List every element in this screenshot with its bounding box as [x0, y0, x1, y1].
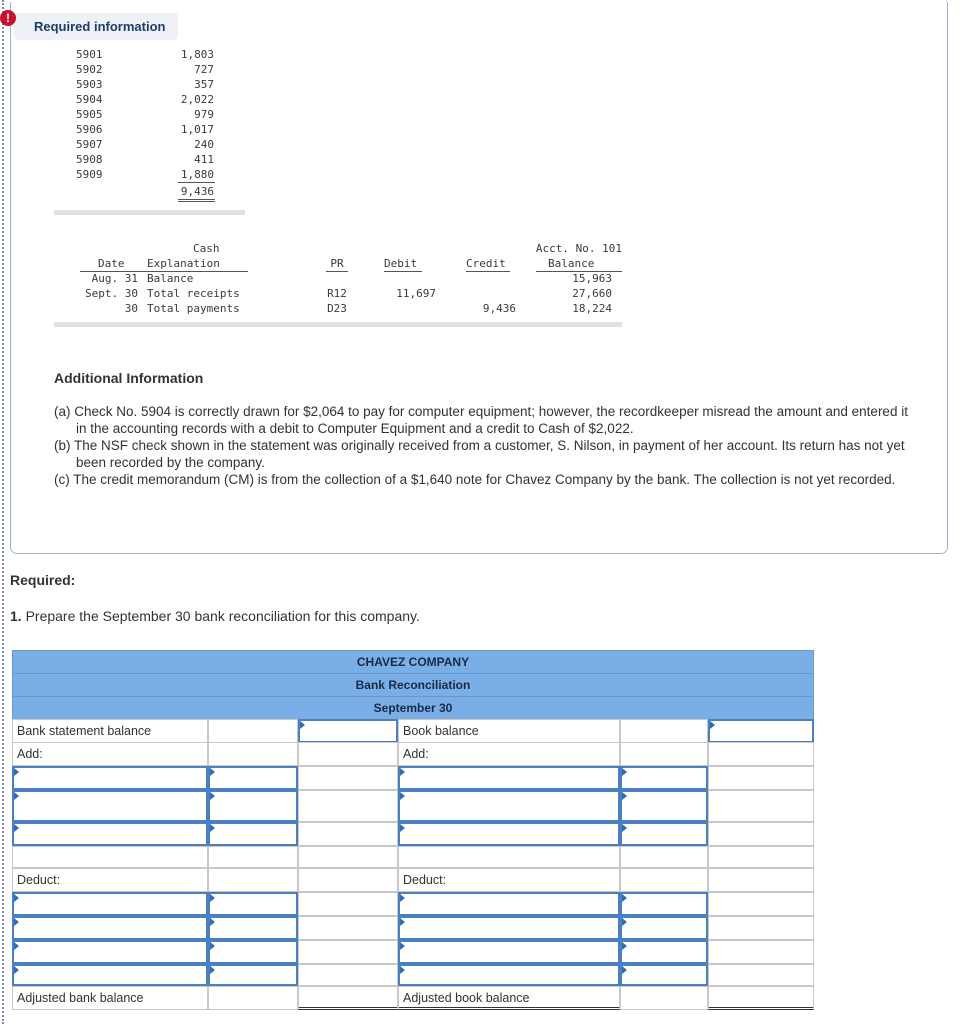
entry-input[interactable]	[208, 766, 298, 790]
entry-input[interactable]	[620, 940, 708, 964]
entry-input[interactable]	[208, 916, 298, 940]
ledger-date: 30	[124, 302, 138, 315]
bank-balance-label: Bank statement balance	[12, 719, 208, 743]
entry-input[interactable]	[620, 964, 708, 986]
book-balance-label: Book balance	[398, 719, 620, 743]
blank-cell	[708, 868, 814, 892]
check-number: 5901	[76, 48, 103, 61]
entry-input[interactable]	[208, 940, 298, 964]
check-amount: 240	[194, 138, 214, 151]
entry-input[interactable]	[298, 719, 398, 743]
blank-cell	[298, 846, 398, 868]
entry-input[interactable]	[12, 822, 208, 846]
blank-cell	[208, 719, 298, 743]
required-information-tab[interactable]	[14, 13, 178, 40]
blank-cell	[620, 719, 708, 743]
entry-input[interactable]	[12, 940, 208, 964]
entry-input[interactable]	[208, 892, 298, 916]
blank-cell	[298, 892, 398, 916]
info-item-a: (a) Check No. 5904 is correctly drawn for $2,064 to pay for computer equipment; however, the recordkeeper misread the amount and entered it in the accounting records with a debit to Computer Equipment and a credit to Cash of $2,022.	[54, 404, 908, 436]
blank-cell	[708, 766, 814, 790]
ledger-balance: 18,224	[572, 302, 612, 315]
entry-input[interactable]	[620, 916, 708, 940]
col-credit: Credit	[466, 257, 506, 270]
check-number: 5902	[76, 63, 103, 76]
check-amount: 1,803	[180, 48, 214, 61]
blank-cell	[708, 916, 814, 940]
check-number: 5907	[76, 138, 103, 151]
blank-cell	[298, 790, 398, 822]
recon-title: Bank Reconciliation	[12, 673, 814, 697]
ledger-acct: Acct. No. 101	[535, 242, 622, 255]
entry-input[interactable]	[12, 790, 208, 822]
item-number: 1.	[10, 608, 22, 624]
check-amount: 1,017	[180, 123, 214, 136]
ledger-date: Sept. 30	[85, 287, 138, 300]
ledger-balance: 27,660	[572, 287, 612, 300]
table-bottom-bar	[54, 210, 245, 215]
entry-input[interactable]	[12, 766, 208, 790]
check-number: 5903	[76, 78, 103, 91]
company-name: CHAVEZ COMPANY	[12, 650, 814, 674]
entry-input[interactable]	[398, 822, 620, 846]
blank-cell	[298, 822, 398, 846]
blank-cell	[208, 868, 298, 892]
entry-input[interactable]	[208, 790, 298, 822]
entry-input[interactable]	[398, 916, 620, 940]
blank-cell	[12, 846, 208, 868]
blank-cell	[708, 742, 814, 766]
entry-input[interactable]	[12, 964, 208, 986]
entry-input[interactable]	[620, 822, 708, 846]
add-label: Add:	[12, 742, 208, 766]
entry-input[interactable]	[208, 964, 298, 986]
entry-input[interactable]	[12, 916, 208, 940]
ledger-credit: 9,436	[482, 302, 516, 315]
blank-cell	[708, 790, 814, 822]
info-item-c: (c) The credit memorandum (CM) is from the collection of a $1,640 note for Chavez Company by the bank. The collection is not yet recorded.	[54, 472, 896, 487]
additional-info-list	[54, 403, 914, 488]
check-amount: 979	[194, 108, 214, 121]
blank-cell	[620, 986, 708, 1010]
entry-input[interactable]	[620, 892, 708, 916]
check-amount: 727	[194, 63, 214, 76]
double-rule	[178, 199, 215, 200]
check-amount: 357	[194, 78, 214, 91]
col-date: Date	[98, 257, 125, 270]
page-edge	[2, 0, 4, 1024]
total-rule	[178, 182, 215, 183]
header-rule	[384, 271, 422, 272]
blank-cell	[708, 846, 814, 868]
blank-cell	[208, 742, 298, 766]
blank-cell	[620, 846, 708, 868]
blank-cell	[708, 940, 814, 964]
entry-input[interactable]	[12, 892, 208, 916]
blank-cell	[620, 742, 708, 766]
blank-cell	[298, 964, 398, 986]
col-explanation: Explanation	[147, 257, 220, 270]
ledger-date: Aug. 31	[91, 272, 138, 285]
entry-input[interactable]	[398, 790, 620, 822]
alert-icon: !	[0, 10, 16, 26]
blank-cell	[708, 964, 814, 986]
entry-input[interactable]	[620, 790, 708, 822]
deduct-label: Deduct:	[12, 868, 208, 892]
adj-book-label: Adjusted book balance	[398, 986, 620, 1010]
entry-input[interactable]	[208, 822, 298, 846]
header-rule	[466, 271, 510, 272]
check-number: 5908	[76, 153, 103, 166]
item-text: Prepare the September 30 bank reconciliation for this company.	[21, 608, 420, 624]
ledger-bottom-bar	[54, 322, 622, 327]
recon-date: September 30	[12, 696, 814, 720]
ledger-title: Cash	[193, 242, 220, 255]
blank-cell	[708, 986, 814, 1010]
required-title: Required:	[10, 572, 76, 588]
required-information-label: Required information	[34, 19, 166, 34]
blank-cell	[708, 892, 814, 916]
entry-input[interactable]	[398, 892, 620, 916]
blank-cell	[298, 742, 398, 766]
check-amount: 2,022	[180, 93, 214, 106]
check-amount: 411	[194, 153, 214, 166]
blank-cell	[398, 846, 620, 868]
blank-cell	[298, 868, 398, 892]
checks-total: 9,436	[180, 185, 214, 198]
blank-cell	[208, 986, 298, 1010]
additional-info-title: Additional Information	[54, 370, 204, 386]
col-pr: PR	[330, 257, 344, 270]
add-label: Add:	[398, 742, 620, 766]
blank-cell	[620, 868, 708, 892]
required-item-1	[10, 608, 420, 624]
blank-cell	[298, 940, 398, 964]
blank-cell	[708, 822, 814, 846]
entry-input[interactable]	[620, 766, 708, 790]
entry-input[interactable]	[398, 964, 620, 986]
info-item-b: (b) The NSF check shown in the statement was originally received from a customer, S. Nilson, in payment of her account. Its return has not yet been recorded by the company.	[54, 438, 905, 470]
blank-cell	[298, 986, 398, 1010]
col-debit: Debit	[384, 257, 418, 270]
deduct-label: Deduct:	[398, 868, 620, 892]
ledger-balance: 15,963	[572, 272, 612, 285]
double-rule	[178, 201, 215, 202]
ledger-explanation: Balance	[147, 272, 194, 285]
blank-cell	[298, 916, 398, 940]
ledger-explanation: Total receipts	[147, 287, 240, 300]
blank-cell	[298, 766, 398, 790]
check-number: 5909	[76, 168, 103, 181]
ledger-debit: 11,697	[396, 287, 436, 300]
col-balance: Balance	[548, 257, 595, 270]
blank-cell	[208, 846, 298, 868]
check-number: 5904	[76, 93, 103, 106]
ledger-pr: D23	[327, 302, 347, 315]
ledger-pr: R12	[327, 287, 347, 300]
entry-input[interactable]	[398, 766, 620, 790]
entry-input[interactable]	[708, 719, 814, 743]
check-amount: 1,880	[180, 168, 214, 181]
ledger-explanation: Total payments	[147, 302, 240, 315]
check-number: 5906	[76, 123, 103, 136]
check-number: 5905	[76, 108, 103, 121]
entry-input[interactable]	[398, 940, 620, 964]
header-rule	[326, 271, 348, 272]
adj-bank-label: Adjusted bank balance	[12, 986, 208, 1010]
